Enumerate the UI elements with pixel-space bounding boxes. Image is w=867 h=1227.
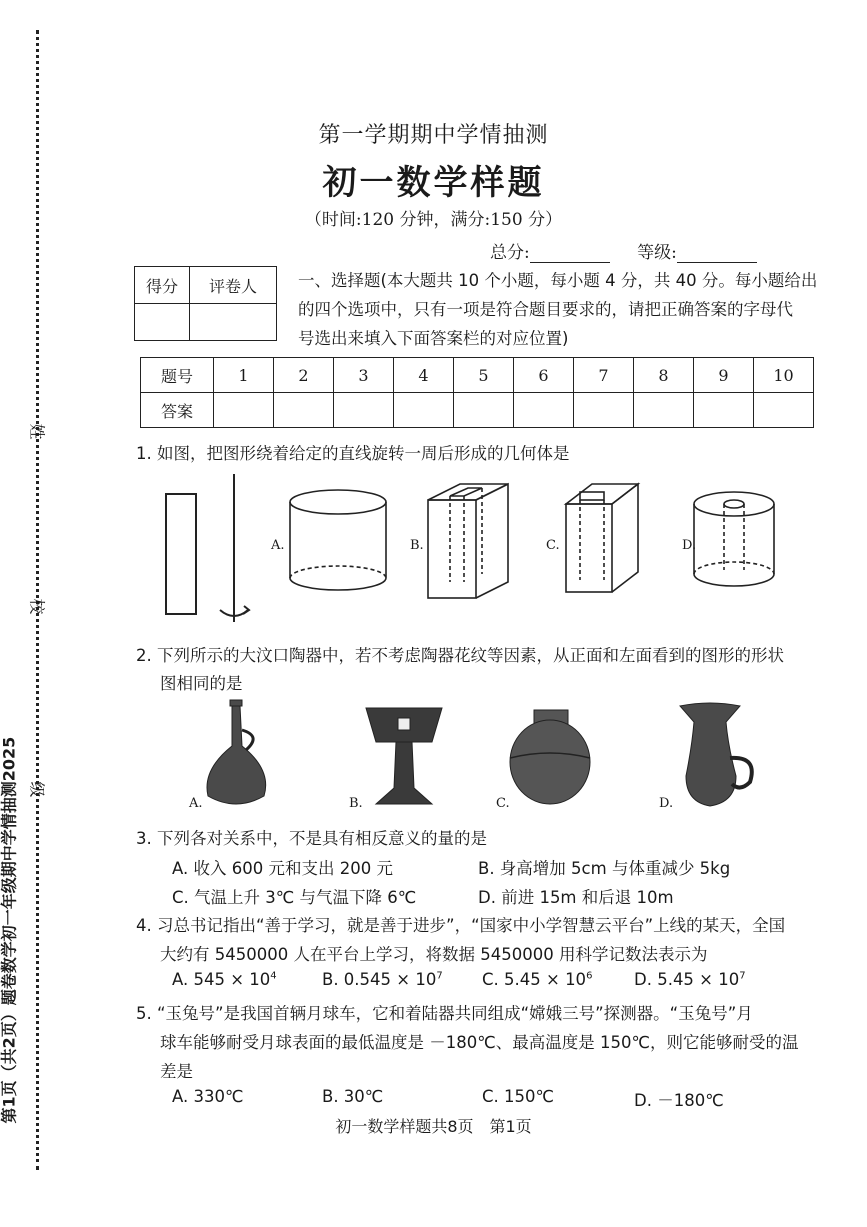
pottery-c-image [510, 710, 590, 804]
q1-figures [150, 470, 810, 630]
q4-option-a: A. $545 \times 10^4$ [172, 970, 277, 989]
answer-cell[interactable] [334, 393, 394, 428]
pottery-a-image [207, 700, 266, 804]
q5-stem-line3: 差是 [160, 1062, 193, 1081]
q3-stem: 3. 下列各对关系中，不是具有相反意义的量的是 [136, 829, 487, 848]
total-score-field[interactable] [530, 246, 610, 263]
pottery-b-image [366, 708, 442, 804]
q5-option-c: C. 150℃ [482, 1087, 555, 1106]
q5-option-b: B. 30℃ [322, 1087, 384, 1106]
question-number: 9 [694, 358, 754, 393]
question-number: 6 [514, 358, 574, 393]
q3-option-c: C. 气温上升 3℃ 与气温下降 6℃ [172, 888, 417, 907]
answer-cell[interactable] [694, 393, 754, 428]
rectangle-rotation-figure [166, 474, 249, 622]
option-b-hollow-prism [428, 484, 508, 598]
edge-binding-text: 第1页（共2页）题卷数学初一年级期中学情抽测2025 [0, 736, 19, 1124]
score-label: 得分 [135, 267, 190, 304]
answer-table [140, 357, 814, 428]
answer-cell[interactable] [514, 393, 574, 428]
q4-option-c: C. $5.45 \times 10^6$ [482, 970, 593, 989]
q2-stem-line2: 图相同的是 [160, 674, 243, 693]
q2-option-a: A. [189, 796, 203, 811]
question-number: 7 [574, 358, 634, 393]
q2-option-d: D. [659, 796, 674, 811]
q4-stem-line2: 大约有 5450000 人在平台上学习，将数据 5450000 用科学记数法表示为 [160, 945, 708, 964]
question-number: 4 [394, 358, 454, 393]
option-d-hollow-cylinder [694, 492, 774, 586]
totals-line [490, 238, 779, 263]
option-c-hollow-prism [566, 484, 638, 592]
q5-stem-line1: 5. “玉兔号”是我国首辆月球车，它和着陆器共同组成“嫦娥三号”探测器。“玉兔号”月 [136, 1004, 753, 1023]
q1-option-d: D. [682, 538, 697, 553]
question-number: 1 [214, 358, 274, 393]
question-number: 5 [454, 358, 514, 393]
q2-stem-line1: 2. 下列所示的大汶口陶器中，若不考虑陶器花纹等因素，从正面和左面看到的图形的形状 [136, 646, 784, 665]
question-number: 10 [754, 358, 814, 393]
answer-cell[interactable] [394, 393, 454, 428]
q2-option-b: B. [349, 796, 363, 811]
answer-cell[interactable] [454, 393, 514, 428]
question-number: 2 [274, 358, 334, 393]
answer-cell[interactable] [574, 393, 634, 428]
section1-heading-line: 号选出来填入下面答案栏的对应位置) [298, 329, 569, 348]
q4-stem-line1: 4. 习总书记指出“善于学习，就是善于进步”，“国家中小学智慧云平台”上线的某天，全国 [136, 916, 786, 935]
exam-title: 初一数学样题 [322, 163, 545, 203]
answer-cell[interactable] [754, 393, 814, 428]
answer-table-number-label: 题号 [141, 358, 214, 393]
question-number: 3 [334, 358, 394, 393]
question-number: 8 [634, 358, 694, 393]
q4-option-b: B. $0.545 \times 10^7$ [322, 970, 443, 989]
q2-option-c: C. [496, 796, 510, 811]
exam-time-info: （时间:120 分钟，满分:150 分） [304, 210, 563, 230]
answer-table-answer-label: 答案 [141, 393, 214, 428]
side-label-class: 级 [27, 781, 47, 798]
side-label-name: 姓 [27, 423, 47, 440]
q1-option-c: C. [546, 538, 560, 553]
score-box [134, 266, 277, 341]
score-cell[interactable] [135, 304, 190, 341]
section1-heading [298, 266, 818, 353]
section1-heading-line: 一、选择题(本大题共 10 个小题，每小题 4 分，共 40 分。每小题给出 [298, 271, 818, 290]
q3-option-d: D. 前进 15m 和后退 10m [478, 888, 674, 907]
q1-option-a: A. [271, 538, 285, 553]
q1-stem: 1. 如图，把图形绕着给定的直线旋转一周后形成的几何体是 [136, 444, 570, 463]
grade-label: 等级: [637, 243, 677, 263]
exam-subtitle: 第一学期期中学情抽测 [318, 123, 549, 148]
q5-option-d: D. －180℃ [634, 1091, 724, 1110]
grader-label: 评卷人 [190, 267, 277, 304]
q3-option-b: B. 身高增加 5cm 与体重减少 5kg [478, 859, 731, 878]
answer-cell[interactable] [274, 393, 334, 428]
grader-cell[interactable] [190, 304, 277, 341]
q4-option-d: D. $5.45 \times 10^7$ [634, 970, 746, 989]
answer-cell[interactable] [634, 393, 694, 428]
section1-heading-line: 的四个选项中，只有一项是符合题目要求的，请把正确答案的字母代 [298, 300, 793, 319]
answer-cell[interactable] [214, 393, 274, 428]
option-a-cylinder [290, 490, 386, 590]
grade-field[interactable] [677, 246, 757, 263]
q1-option-b: B. [410, 538, 424, 553]
q3-option-a: A. 收入 600 元和支出 200 元 [172, 859, 393, 878]
q5-stem-line2: 球车能够耐受月球表面的最低温度是 －180℃、最高温度是 150℃，则它能够耐受的温 [160, 1033, 799, 1052]
total-score-label: 总分: [490, 243, 530, 263]
page-footer: 初一数学样题共8页 第1页 [335, 1117, 532, 1136]
q5-option-a: A. 330℃ [172, 1087, 244, 1106]
side-label-school: 校 [27, 598, 47, 615]
pottery-d-image [680, 703, 752, 806]
